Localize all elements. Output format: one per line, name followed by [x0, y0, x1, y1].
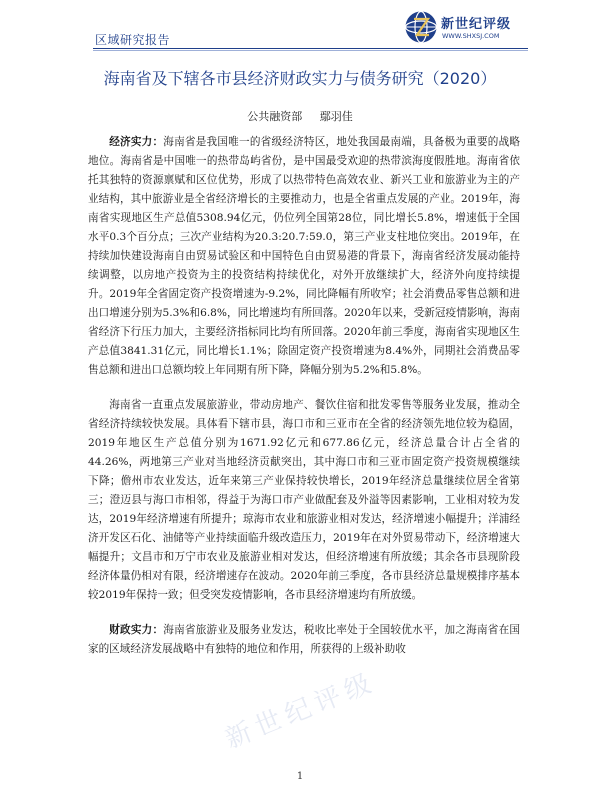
paragraph-fiscal-strength [88, 621, 520, 659]
brand-logo [404, 10, 524, 44]
page-header [0, 0, 600, 48]
paragraph-text: 海南省是我国唯一的省级经济特区，地处我国最南端，具备极为重要的战略地位。海南省是中国唯一的热带岛屿省份，是中国最受欢迎的热带滨海度假胜地。海南省依托其独特的资源禀赋和区位优势，形成了以热带特色高效农业、新兴工业和旅游业为主的产业结构，其中旅游业是全省经济增长的主要推动力，也是全省重点发展的产业。2019年，海南省实现地区生产总值5308.94亿元，仍位列全国第28位，同比增长5.8%，增速低于全国水平0.3个百分点；三次产业结构为20.3:20.7:59.0，第三产业支柱地位突出。2019年，在持续加快建设海南自由贸易试验区和中国特色自由贸易港的背景下，海南省经济发展动能持续调整，以房地产投资为主的投资结构持续优化，对外开放继续扩大，经济外向度持续提升。2019年全省固定资产投资增速为-9.2%，同比降幅有所收窄；社会消费品零售总额和进出口增速分别为5.3%和6.8%，同比增速均有所回落。2020年以来，受新冠疫情影响，海南省经济下行压力加大，主要经济指标同比均有所回落。2020年前三季度，海南省实现地区生产总值3841.31亿元，同比增长1.1%；除固定资产投资增速为8.4%外，同期社会消费品零售总额和进出口总额均较上年同期有所下降，降幅分别为5.2%和5.8%。 [88, 136, 521, 376]
logo-url: WWW.SHXSJ.COM [442, 32, 500, 40]
paragraph-tourism-counties [88, 396, 520, 605]
paragraph-economic-strength [88, 133, 520, 380]
globe-logo-icon [404, 10, 438, 44]
section-label: 区域研究报告 [95, 33, 171, 47]
author-department: 公共融资部 [247, 110, 303, 123]
watermark: 新世纪评级 [221, 666, 381, 755]
page-number: 1 [296, 771, 304, 782]
author-name: 鄢羽佳 [319, 110, 353, 123]
paragraph-text: 海南省旅游业及服务业发达，税收比率处于全国较优水平，加之海南省在国家的区域经济发展战略中有独特的地位和作用，所获得的上级补助收 [88, 624, 521, 655]
paragraph-lead: 经济实力： [109, 136, 164, 148]
header-divider [93, 48, 528, 49]
header-divider-secondary [93, 50, 528, 51]
paragraph-lead: 财政实力： [109, 624, 164, 636]
report-title: 海南省及下辖各市县经济财政实力与债务研究（2020） [103, 69, 497, 88]
logo-name: 新世纪评级 [441, 17, 512, 32]
author-line [80, 108, 520, 124]
paragraph-text: 海南省一直重点发展旅游业，带动房地产、餐饮住宿和批发零售等服务业发展，推动全省经济持续较快发展。具体看下辖市县，海口市和三亚市在全省的经济领先地位较为稳固，2019年地区生产总值分别为1671.92亿元和677.86亿元，经济总量合计占全省的44.26%，两地第三产业对当地经济贡献突出，其中海口市和三亚市固定资产投资规模继续下降；儋州市农业发达，近年来第三产业保持较快增长，2019年经济总量继续位居全省第三；澄迈县与海口市相邻，得益于为海口市产业做配套及外溢等因素影响，工业相对较为发达，2019年经济增速有所提升；琼海市农业和旅游业相对发达，经济增速小幅提升；洋浦经济开发区石化、油储等产业持续面临升级改造压力，2019年在对外贸易带动下，经济增速大幅提升；文昌市和万宁市农业及旅游业相对发达，但经济增速有所放缓；其余各市县现阶段经济体量仍相对有限，经济增速存在波动。2020年前三季度，各市县经济总量规模排序基本较2019年保持一致；但受突发疫情影响，各市县经济增速均有所放缓。 [88, 399, 520, 601]
report-body [88, 133, 520, 675]
